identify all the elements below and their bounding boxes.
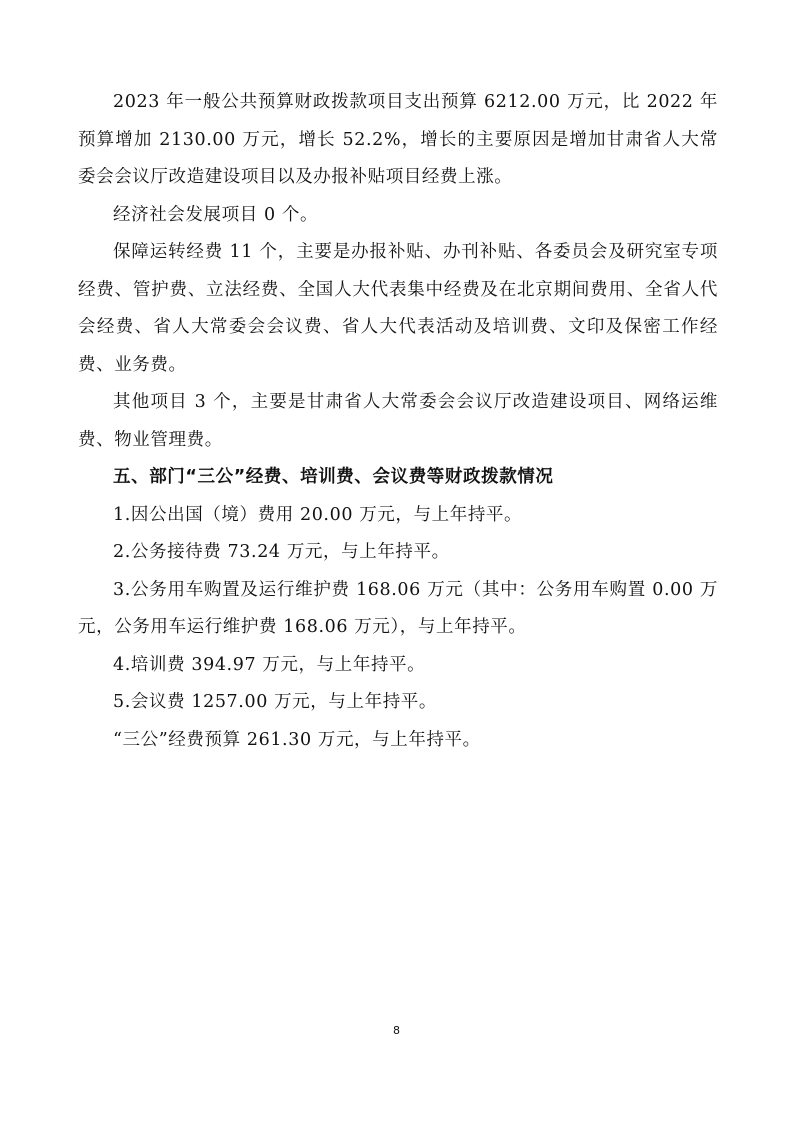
item-meetings: 5.会议费 1257.00 万元，与上年持平。 [113, 692, 437, 712]
summary-three-public-budget: “三公”经费预算 261.30 万元，与上年持平。 [113, 729, 481, 750]
item-official-reception: 2.公务接待费 73.24 万元，与上年持平。 [113, 542, 450, 562]
item-official-vehicles: 3.公务用车购置及运行维护费 168.06 万元（其中：公务用车购置 0.00 万元，公务用车运行维护费 168.06 万元），与上年持平。 [78, 579, 718, 637]
paragraph-operating-funds: 保障运转经费 11 个，主要是办报补贴、办刊补贴、各委员会及研究室专项经费、管护费、立法经费、全国人大代表集中经费及在北京期间费用、全省人代会经费、省人大常委会会议费、省人大代表活动及培训费、文印及保密工作经费、业务费。 [78, 242, 718, 375]
item-training: 4.培训费 394.97 万元，与上年持平。 [113, 654, 426, 675]
section-heading-three-public-expenses: 五、部门“三公”经费、培训费、会议费等财政拨款情况 [113, 467, 554, 487]
item-overseas-travel: 1.因公出国（境）费用 20.00 万元，与上年持平。 [113, 504, 523, 525]
paragraph-project-expenditure: 2023 年一般公共预算财政拨款项目支出预算 6212.00 万元，比 2022 年预算增加 2130.00 万元，增长 52.2%，增长的主要原因是增加甘肃省人大常委会会议厅改造建设项目以及办报补贴项目经费上涨。 [78, 92, 718, 187]
page-content [78, 84, 718, 759]
paragraph-other-projects: 其他项目 3 个，主要是甘肃省人大常委会会议厅改造建设项目、网络运维费、物业管理费。 [78, 392, 718, 450]
paragraph-economic-projects: 经济社会发展项目 0 个。 [113, 204, 319, 225]
page-number: 8 [393, 1024, 400, 1037]
